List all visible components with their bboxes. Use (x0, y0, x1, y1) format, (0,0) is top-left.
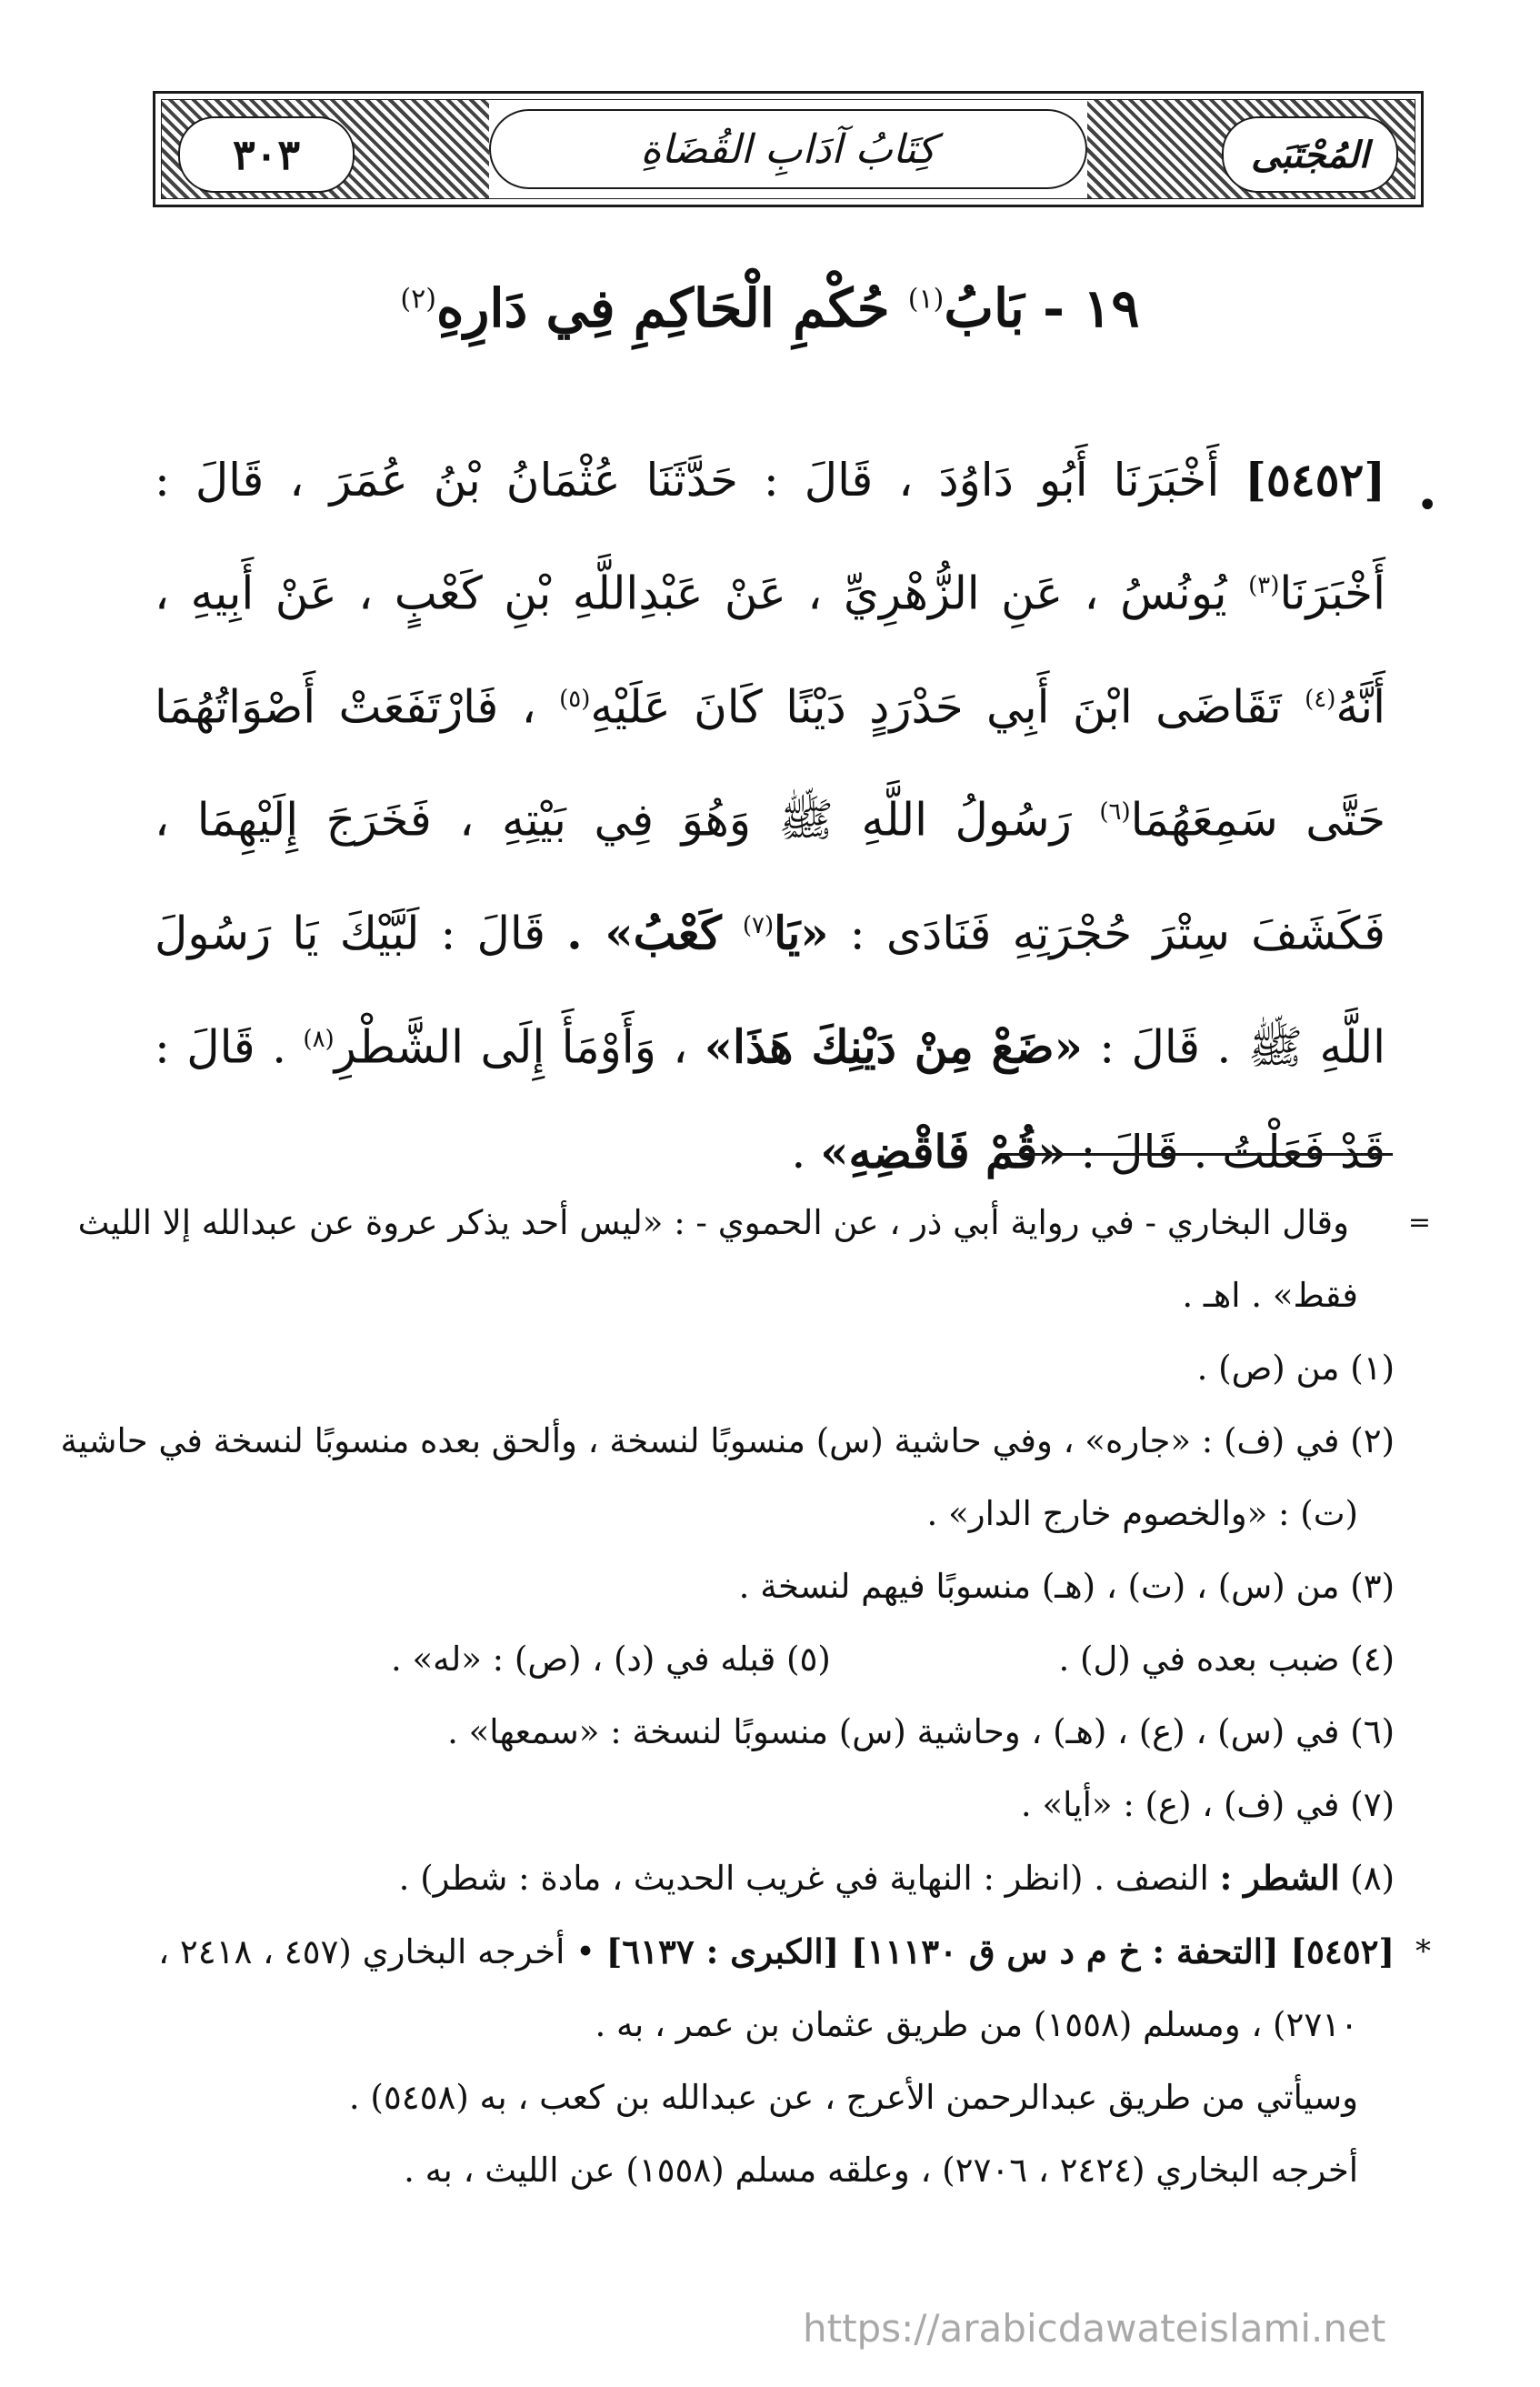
hadith-bullet: • (1416, 485, 1438, 527)
hadith-text (155, 427, 1438, 1205)
hadith-number: [٥٤٥٢] (1245, 453, 1385, 506)
chapter-heading (182, 277, 1358, 339)
footnote-continuation-line-2: فقط» . اهـ . (1182, 1276, 1358, 1315)
footnote-ref-6: (٦) (1099, 798, 1131, 827)
footnote-4-5-row (155, 1623, 1395, 1696)
chapter-dash: - (1042, 277, 1065, 339)
takhrij-line-1: * [٥٤٥٢] [التحفة : خ م د س ق ١١١٣٠] [الكبرى : ٦١٣٧] • أخرجه البخاري (٤٥٧ ، ٢٤١٨ ، (155, 1915, 1395, 1989)
footnote-ref-1: (١) (907, 283, 945, 316)
footnote-ref-8: (٨) (303, 1025, 335, 1053)
hadith-seg-2: يُونُسُ ، عَنِ الزُّهْرِيِّ ، عَنْ عَبْدِاللَّهِ بْنِ كَعْبٍ ، عَنْ أَبِيهِ ، أَنَّهُ (155, 567, 1385, 734)
footnote-2-line-1: (٢) في (ف) : «جاره» ، وفي حاشية (س) منسوبًا لنسخة ، وألحق بعده منسوبًا لنسخة في حاشية (60, 1421, 1395, 1460)
chapter-number: ١٩ (1083, 277, 1140, 339)
footnote-ref-4: (٤) (1305, 685, 1336, 713)
chapter-title: حُكْمِ الْحَاكِمِ فِي دَارِهِ (435, 277, 890, 339)
running-title-cartouche (489, 109, 1087, 189)
takhrij-line-4: أخرجه البخاري (٢٤٢٤ ، ٢٧٠٦) ، وعلقه مسلم (١٥٥٨) عن الليث ، به . (404, 2151, 1358, 2190)
footnote-4: (٤) ضبب بعده في (ل) . (1058, 1640, 1395, 1679)
running-title: كِتَابُ آدَابِ القُضَاةِ (640, 125, 936, 173)
hadith-end: . (791, 1126, 806, 1179)
chapter-title-word: بَابُ (944, 277, 1025, 339)
footnote-7: (٧) في (ف) ، (ع) : «أيا» . (1020, 1785, 1395, 1824)
footnote-continuation-line-1: = وقال البخاري - في رواية أبي ذر ، عن الحموي - : «ليس أحد يذكر عروة عن عبدالله إلا الليث (155, 1187, 1395, 1259)
prophet-quote-1-open: «يَا (774, 906, 829, 960)
footnote-2-line-2: (ت) : «والخصوم خارج الدار» . (926, 1494, 1358, 1533)
page-header-frame (153, 91, 1424, 207)
footnote-1: (١) من (ص) . (1196, 1349, 1395, 1388)
takhrij-star-icon: * (1415, 1933, 1431, 1970)
footnote-ref-5: (٥) (559, 685, 591, 713)
takhrij-references: [٥٤٥٢] [التحفة : خ م د س ق ١١١٣٠] [الكبرى : ٦١٣٧] (605, 1931, 1395, 1971)
footnote-6: (٦) في (س) ، (ع) ، (هـ) ، وحاشية (س) منسوبًا لنسخة : «سمعها» . (447, 1712, 1395, 1751)
watermark-url: https://arabicdawateislami.net (803, 2306, 1386, 2351)
footnotes (60, 1187, 1431, 2207)
footnote-8-term: الشطر : (1219, 1858, 1340, 1898)
header-inner-border (161, 99, 1415, 199)
footnote-ref-7: (٧) (742, 911, 775, 939)
footnote-5: (٥) قبله في (د) ، (ص) : «له» . (391, 1640, 831, 1679)
hadith-seg-3: تَقَاضَى ابْنَ أَبِي حَدْرَدٍ دَيْنًا كَانَ عَلَيْهِ (590, 680, 1282, 734)
hadith-seg-6: قَالَ : لَبَّيْكَ يَا رَسُولَ اللَّهِ ﷺ . قَالَ : (155, 907, 1385, 1074)
hadith-seg-1: أَخْبَرَنَا أَبُو دَاوُدَ ، قَالَ : حَدَّثَنَا عُثْمَانُ بْنُ عُمَرَ ، قَالَ : أَخْبَرَنَا (155, 454, 1385, 620)
hadith-seg-8: . قَالَ : قَدْ فَعَلْتُ . قَالَ : (155, 1020, 1385, 1179)
footnote-8: (٨) الشطر : النصف . (انظر : النهاية في غريب الحديث ، مادة : شطر) . (398, 1858, 1395, 1898)
continuation-mark: = (1407, 1207, 1431, 1239)
page-number: ٣٠٣ (178, 116, 355, 193)
takhrij-line-3: وسيأتي من طريق عبدالرحمن الأعرج ، عن عبدالله بن كعب ، به (٥٤٥٨) . (348, 2078, 1358, 2117)
footnote-3: (٣) من (س) ، (ت) ، (هـ) منسوبًا فيهم لنسخة . (738, 1567, 1395, 1606)
book-logo: المُجْتَبَى (1222, 116, 1398, 193)
prophet-quote-3: «قُمْ فَاقْضِهِ» (820, 1125, 1066, 1179)
footnote-separator (1002, 1153, 1393, 1156)
hadith-seg-4: ، فَارْتَفَعَتْ أَصْوَاتُهُمَا حَتَّى سَمِعَهُمَا (155, 680, 1385, 847)
prophet-quote-2: «ضَعْ مِنْ دَيْنِكَ هَذَا» (704, 1019, 1083, 1074)
hadith-seg-5: رَسُولُ اللَّهِ ﷺ وَهُوَ فِي بَيْتِهِ ، فَخَرَجَ إِلَيْهِمَا ، فَكَشَفَ سِتْرَ حُجْرَتِهِ فَنَادَى : (155, 793, 1386, 960)
prophet-quote-1-close: كَعْبُ» . (566, 906, 722, 960)
footnote-ref-2: (٢) (400, 283, 436, 316)
hadith-seg-7: ، وَأَوْمَأَ إِلَى الشَّطْرِ (334, 1020, 688, 1074)
footnote-ref-3: (٣) (1248, 572, 1280, 599)
takhrij-line-2: ٢٧١٠) ، ومسلم (١٥٥٨) من طريق عثمان بن عمر ، به . (595, 2005, 1358, 2044)
